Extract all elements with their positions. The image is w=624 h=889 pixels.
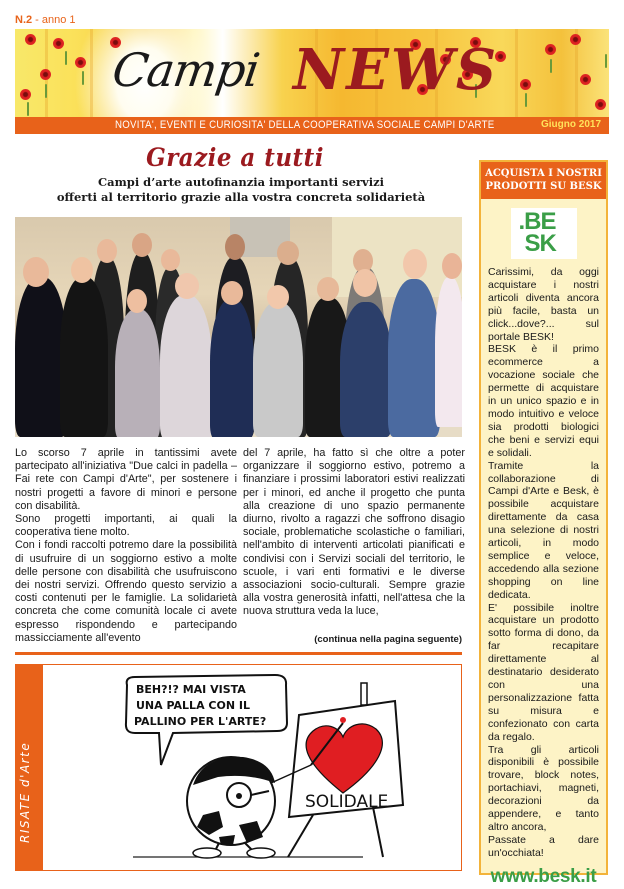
article-paragraph: del 7 aprile, ha fatto sì che oltre a poter organizzare il soggiorno estivo, potremo a finanziare i prossimi laboratori estivi realizzati per i minori, ed anche il progetto che punta alla creazione di uno spazio permanente diurno, rivolto a ragazzi che soffrono disagio sociale, problematiche scolastiche o familiari, nell'ambito di interventi articolati pianificati e condivisi con i Servizi sociali del territorio, le scuole, i vari enti formativi e le diverse associazioni socio-culturali. Sempre grazie alla vostra generosità infatti, nell'attesa che la nuova struttura veda la luce, [243, 447, 465, 618]
poppy-icon [20, 89, 31, 100]
article-paragraph: Lo scorso 7 aprile in tantissimi avete partecipato all'iniziativa "Due calci in padella – Fai rete con Campi d'Arte", per sostenere i nostri progetti a favore di minori e persone con disabilità. [15, 447, 237, 512]
poppy-icon [570, 34, 581, 45]
poppy-icon [40, 69, 51, 80]
article-paragraph: Con i fondi raccolti potremo dare la possibilità di usufruire di un soggiorno estivo a molte delle persone con disabilità che usufruiscono dei nostri servizi. Offrendo questo servizio a costi contenuti per le famiglie. La solidarietà concreta che come comunità locale ci avete espresso rispondendo e partecipando massicciamente all'evento [15, 539, 237, 644]
section-divider [15, 652, 462, 655]
issue-number [15, 14, 76, 26]
poppy-icon [545, 44, 556, 55]
speech-text: BEH?!? MAI VISTA [136, 683, 246, 696]
logo-news: NEWS [293, 37, 499, 103]
poppy-icon [520, 79, 531, 90]
besk-logo [511, 208, 577, 259]
sidebar-paragraph: Tramite la collaborazione di Campi d'Arte e Besk, è possibile acquistare direttamente da casa una selezione di nostri articoli, in modo semplice e veloce, accedendo alla sezione shopping on line dedicata. [488, 459, 599, 601]
besk-logo-line: .BE [518, 208, 556, 235]
cartoon-section [15, 664, 462, 871]
issue-year: - anno 1 [32, 14, 76, 26]
subhead-line: offerti al territorio grazie alla vostra concreta solidarietà [56, 190, 426, 204]
logo-campi: Campi [109, 43, 263, 97]
subhead-line: Campi d’arte autofinanzia importanti servizi [98, 175, 384, 189]
tagline-bar [15, 117, 609, 134]
besk-sidebar [479, 160, 608, 887]
continue-link[interactable]: (continua nella pagina seguente) [314, 634, 462, 645]
sidebar-body [481, 259, 606, 860]
besk-url-link[interactable]: www.besk.it [490, 865, 597, 887]
cartoon-illustration [43, 665, 462, 870]
group-photo [15, 217, 462, 437]
sidebar-paragraph: BESK è il primo ecommerce a vocazione sociale che permette di acquistare in un unico spazio e in modo intuitivo e veloce sia prodotti biologici che beni e servizi equi e solidali. [488, 343, 599, 459]
issue-number-value: N.2 [15, 14, 33, 26]
poppy-icon [75, 57, 86, 68]
article-column-2 [243, 447, 465, 619]
speech-text: UNA PALLA CON IL [136, 699, 250, 712]
sidebar-title: ACQUISTA I NOSTRI PRODOTTI SU BESK [481, 162, 606, 199]
poppy-icon [580, 74, 591, 85]
canvas-word: SOLIDALE [305, 792, 389, 812]
cartoon-side-bar [16, 665, 43, 870]
besk-logo-line: SK [524, 230, 556, 257]
article-headline: Grazie a tutti [146, 143, 324, 172]
cartoon-section-label: RISATE d'Arte [18, 741, 32, 843]
sidebar-paragraph: E' possibile inoltre acquistare un prodotto sotto forma di dono, da far recapitare direttamente al destinatario desiderato con una personalizzazione fatta su misura e confezionato con carta da regalo. [488, 601, 599, 743]
article-subhead [15, 175, 467, 205]
article-column-1 [15, 447, 237, 645]
sidebar-paragraph: Tra gli articoli disponibili è possibile trovare, block notes, portachiavi, magneti, decorazioni da appendere, e tanto altro ancora, [488, 743, 599, 833]
tagline: NOVITA', EVENTI E CURIOSITA' DELLA COOPERATIVA SOCIALE CAMPI D'ARTE [115, 119, 495, 131]
poppy-icon [595, 99, 606, 110]
issue-date: Giugno 2017 [540, 119, 601, 130]
sidebar-paragraph: Passate a dare un'occhiata! [488, 833, 599, 859]
masthead-banner [15, 29, 609, 117]
article-paragraph: Sono progetti importanti, ai quali la cooperativa tiene molto. [15, 513, 237, 539]
poppy-icon [53, 38, 64, 49]
poppy-icon [25, 34, 36, 45]
sidebar-paragraph: Carissimi, da oggi acquistare i nostri articoli diventa ancora più facile, basta un click...dove?... sul portale BESK! [488, 266, 599, 343]
speech-text: PALLINO PER L'ARTE? [134, 715, 267, 728]
